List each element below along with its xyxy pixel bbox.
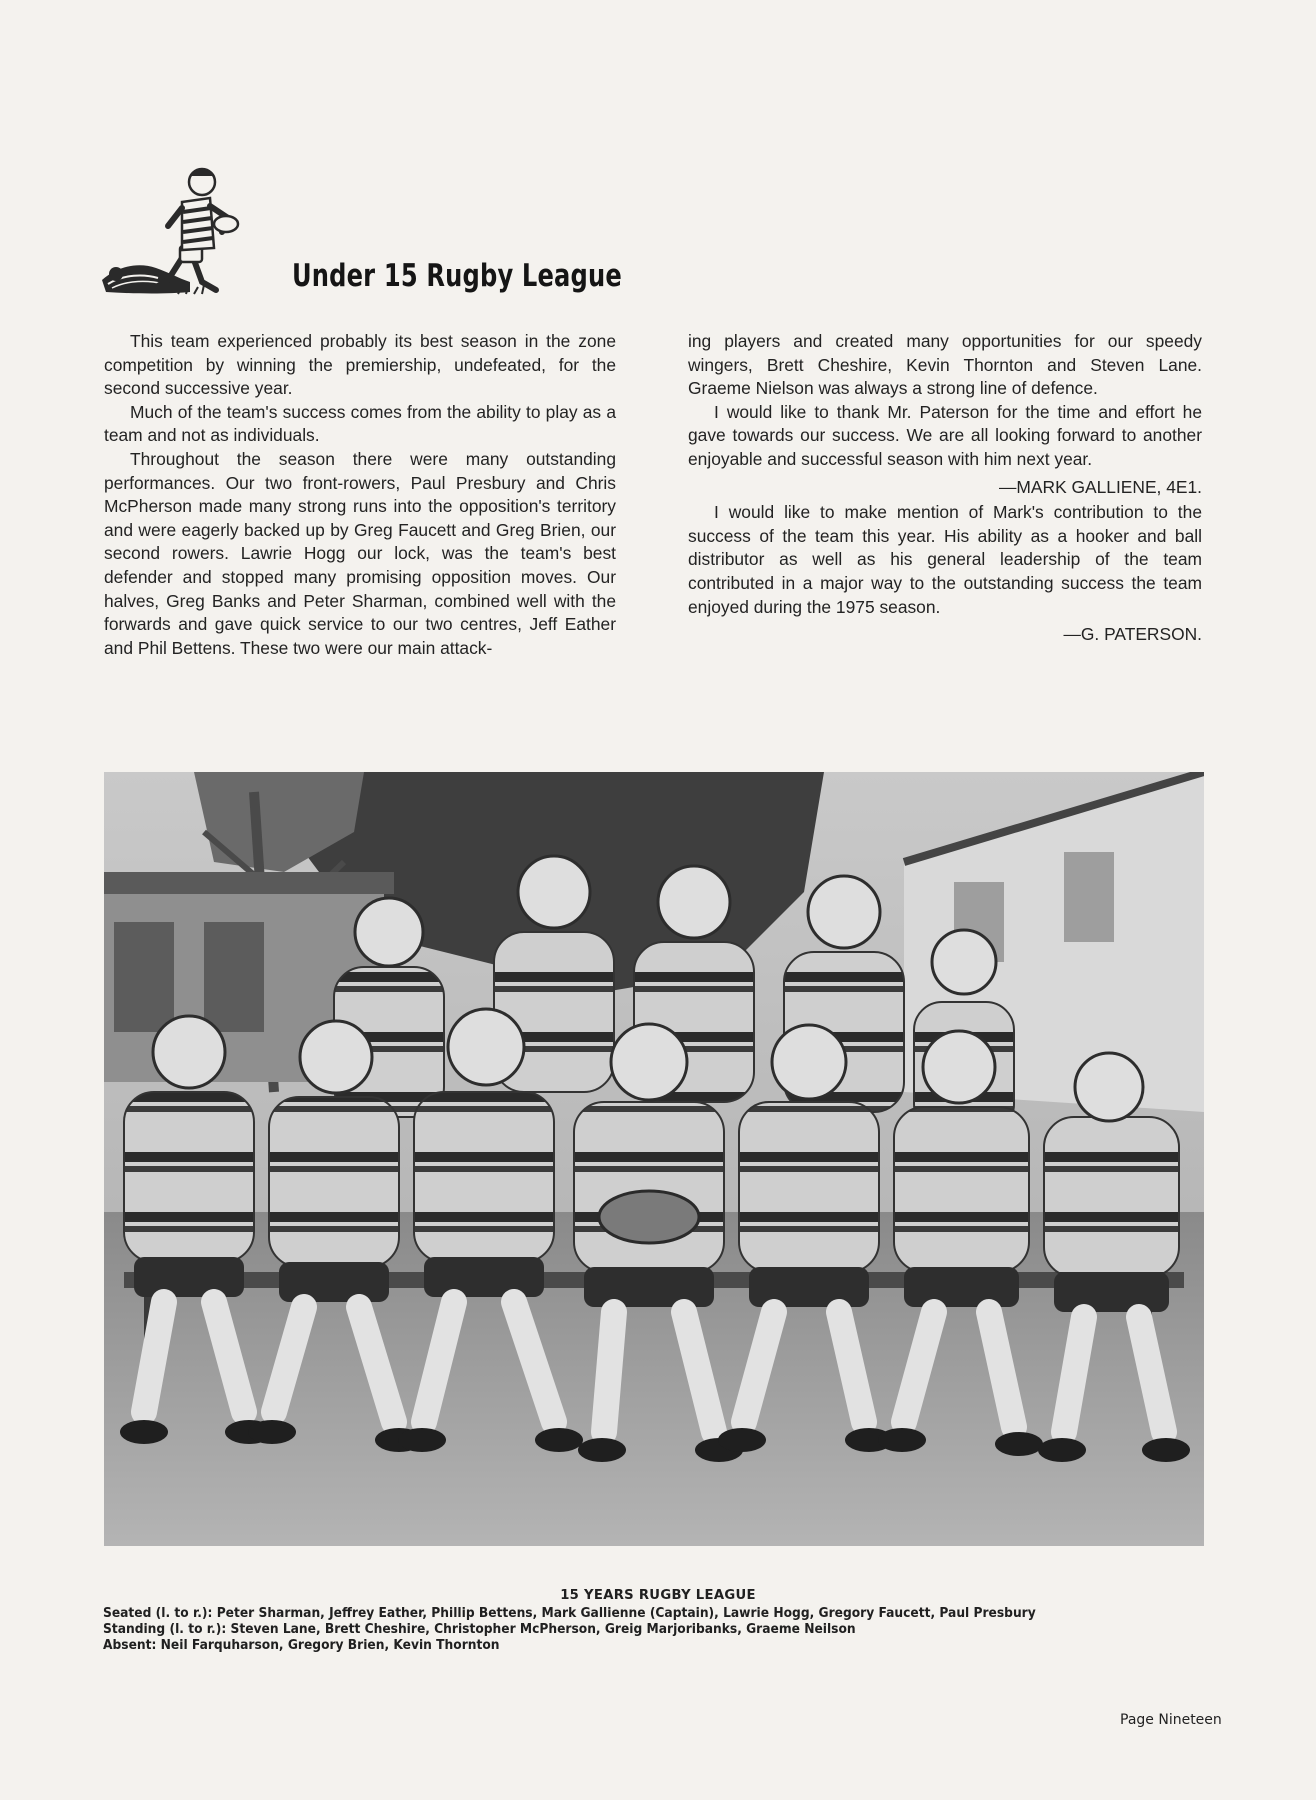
- caption-title: 15 YEARS RUGBY LEAGUE: [560, 1588, 756, 1603]
- article-title: Under 15 Rugby League: [292, 258, 622, 294]
- article-paragraph: This team experienced probably its best season in the zone competition by winning the premiership, undefeated, for the second successive year.: [104, 331, 616, 399]
- signature-student: —MARK GALLIENE, 4E1.: [999, 476, 1202, 497]
- article-column-left: [104, 330, 616, 660]
- signature-coach: —G. PATERSON.: [1063, 624, 1202, 645]
- article-column-right: [688, 330, 1202, 649]
- page-number: Page Nineteen: [1120, 1712, 1222, 1728]
- team-photo: [104, 772, 1204, 1546]
- caption-standing: Standing (l. to r.): Steven Lane, Brett Cheshire, Christopher McPherson, Greig Marjoribanks, Graeme Neilson: [103, 1622, 856, 1637]
- article-paragraph: I would like to make mention of Mark's contribution to the success of the team this year. His ability as a hooker and ball distributor as well as his general leadership of the team contributed in a major way to the outstanding success the team enjoyed during the 1975 season.: [688, 502, 1202, 617]
- article-paragraph: Throughout the season there were many outstanding performances. Our two front-rowers, Paul Presbury and Chris McPherson made many strong runs into the opposition's territory and were eagerly backed up by Greg Faucett and Greg Brien, our second rowers. Lawrie Hogg our lock, was the team's best defender and stopped many promising opposition moves. Our halves, Greg Banks and Peter Sharman, combined well with the forwards and gave quick service to our two centres, Jeff Eather and Phil Bettens. These two were our main attack-: [104, 448, 616, 658]
- article-paragraph: Much of the team's success comes from the ability to play as a team and not as individuals.: [104, 401, 616, 446]
- team-photo-illustration: [104, 772, 1204, 1546]
- article-paragraph: I would like to thank Mr. Paterson for the time and effort he gave towards our success. We are all looking forward to another enjoyable and successful season with him next year.: [688, 401, 1202, 469]
- caption-absent: Absent: Neil Farquharson, Gregory Brien, Kevin Thornton: [103, 1638, 500, 1653]
- article-paragraph: ing players and created many opportunities for our speedy wingers, Brett Cheshire, Kevin Thornton and Steven Lane. Graeme Nielson was always a strong line of defence.: [688, 331, 1202, 399]
- rugby-player-illustration-icon: [98, 162, 266, 312]
- caption-seated: Seated (l. to r.): Peter Sharman, Jeffrey Eather, Phillip Bettens, Mark Gallienne (Captain), Lawrie Hogg, Gregory Faucett, Paul Presbury: [103, 1606, 1036, 1621]
- photo-caption: [103, 1588, 1213, 1654]
